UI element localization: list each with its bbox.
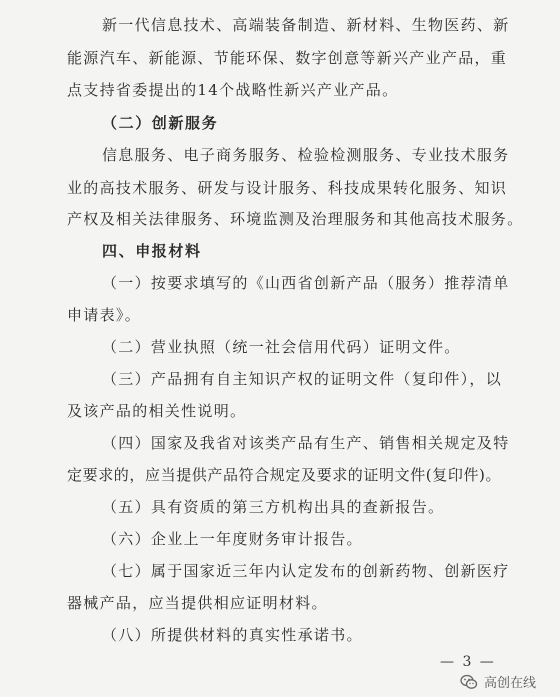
list-item-line: （八）所提供材料的真实性承诺书。 (102, 626, 363, 644)
list-item-line: （一）按要求填写的《山西省创新产品（服务）推荐清单 (102, 274, 510, 292)
list-item-line: 及该产品的相关性说明。 (67, 402, 247, 420)
list-item-line: （四）国家及我省对该类产品有生产、销售相关规定及特 (102, 434, 510, 452)
paragraph-line: 新一代信息技术、高端装备制造、新材料、生物医药、新 (102, 16, 510, 34)
section-heading-materials: 四、申报材料 (102, 242, 202, 260)
watermark (460, 672, 536, 691)
paragraph-line: 业的高技术服务、研发与设计服务、科技成果转化服务、知识 (67, 179, 508, 197)
list-item-line: 器械产品，应当提供相应证明材料。 (67, 594, 328, 612)
watermark-text: 高创在线 (483, 676, 536, 691)
list-item-line: （二）营业执照（统一社会信用代码）证明文件。 (102, 338, 461, 356)
paragraph-line: 产权及相关法律服务、环境监测及治理服务和其他高技术服务。 (67, 210, 524, 228)
list-item-line: （六）企业上一年度财务审计报告。 (102, 530, 363, 548)
paragraph-line: 能源汽车、新能源、节能环保、数字创意等新兴产业产品，重 (67, 49, 508, 67)
paragraph-line: 信息服务、电子商务服务、检验检测服务、专业技术服务 (102, 146, 510, 164)
list-item-line: 定要求的，应当提供产品符合规定及要求的证明文件(复印件)。 (67, 466, 502, 484)
list-item-line: （三）产品拥有自主知识产权的证明文件（复印件），以 (102, 370, 503, 388)
section-heading-services: （二）创新服务 (102, 114, 219, 132)
paragraph-line: 点支持省委提出的14个战略性新兴产业产品。 (67, 81, 399, 99)
wechat-icon (460, 673, 478, 691)
page-number: — 3 — (440, 654, 496, 670)
list-item-line: 申请表》。 (67, 306, 142, 324)
list-item-line: （七）属于国家近三年内认定发布的创新药物、创新医疗 (102, 562, 510, 580)
list-item-line: （五）具有资质的第三方机构出具的查新报告。 (102, 498, 445, 516)
